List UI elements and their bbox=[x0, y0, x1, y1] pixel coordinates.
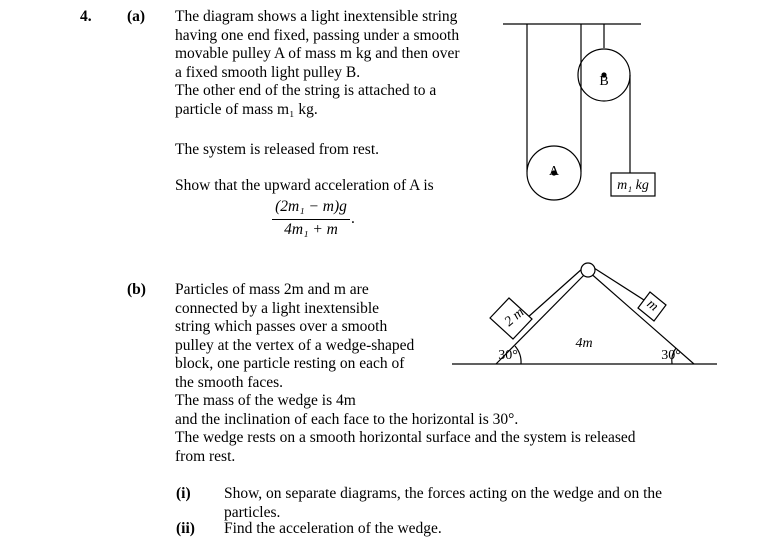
part-b-line: string which passes over a smooth bbox=[175, 318, 388, 335]
released-text: The system is released from rest. bbox=[175, 141, 380, 158]
part-b-line: The mass of the wedge is 4m bbox=[175, 392, 356, 409]
sub-i-line: Show, on separate diagrams, the forces acting on the wedge and on the bbox=[224, 485, 663, 502]
pulley-b-label: B bbox=[599, 74, 609, 89]
left-mass-label: 2 m bbox=[501, 305, 528, 330]
part-a-line: movable pulley A of mass m kg and then over bbox=[175, 45, 460, 62]
part-a-line: particle of mass m₁ kg. bbox=[175, 100, 318, 118]
part-b-line: The wedge rests on a smooth horizontal surface and the system is released bbox=[175, 429, 636, 446]
part-b-line: connected by a light inextensible bbox=[175, 299, 380, 317]
question-number: 4. bbox=[80, 8, 92, 25]
part-b-line: and the inclination of each face to the horizontal is 30°. bbox=[175, 410, 519, 428]
part-a-label: (a) bbox=[127, 8, 146, 25]
string-right bbox=[594, 268, 644, 300]
part-b-line: Particles of mass 2m and m are bbox=[175, 281, 369, 298]
part-b-line: the smooth faces. bbox=[175, 373, 284, 391]
string-left bbox=[527, 268, 583, 318]
part-b-line: pulley at the vertex of a wedge-shaped bbox=[175, 336, 415, 354]
pulley-diagram bbox=[503, 24, 655, 200]
right-mass-label: m bbox=[643, 296, 661, 315]
part-b-line: block, one particle resting on each of bbox=[175, 355, 405, 372]
part-b-line: from rest. bbox=[175, 447, 236, 465]
fraction-denominator: 4m₁ + m bbox=[284, 221, 338, 238]
part-a-line: a fixed smooth light pulley B. bbox=[175, 63, 361, 81]
fraction-end: . bbox=[351, 210, 355, 227]
right-angle-label: 30° bbox=[661, 348, 681, 363]
show-that-text: Show that the upward acceleration of A is bbox=[175, 177, 434, 194]
particle-label: m₁ kg bbox=[617, 178, 649, 193]
part-a-line: The diagram shows a light inextensible string bbox=[175, 8, 458, 25]
part-b-label: (b) bbox=[127, 281, 146, 298]
sub-ii-label: (ii) bbox=[176, 520, 195, 537]
wedge-pulley bbox=[581, 263, 595, 277]
sub-ii-text: Find the acceleration of the wedge. bbox=[224, 520, 442, 537]
left-angle-label: 30° bbox=[498, 348, 518, 363]
pulley-a-label: A bbox=[548, 164, 560, 179]
part-a-line: having one end fixed, passing under a smooth bbox=[175, 26, 460, 44]
part-a-line: The other end of the string is attached to a bbox=[175, 82, 437, 99]
sub-i-line: particles. bbox=[224, 503, 281, 521]
sub-i-label: (i) bbox=[176, 485, 191, 502]
fraction-numerator: (2m₁ − m)g bbox=[275, 198, 347, 215]
wedge-mass-label: 4m bbox=[575, 336, 593, 351]
